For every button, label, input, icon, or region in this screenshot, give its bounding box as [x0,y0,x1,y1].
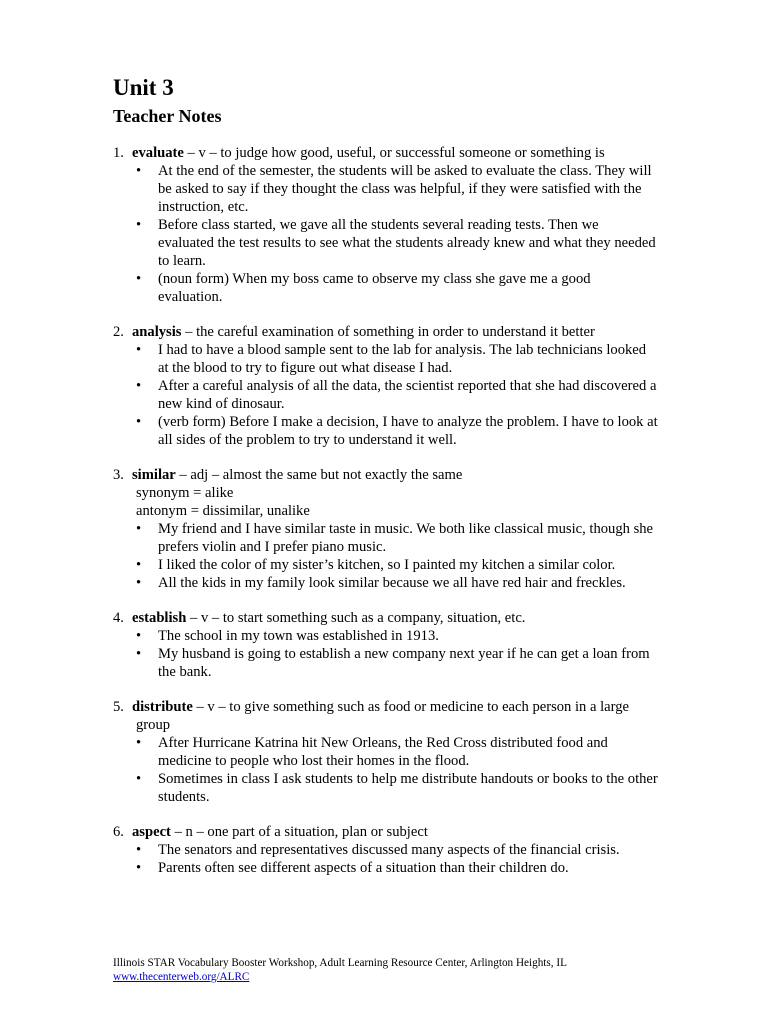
example-sentence: • I had to have a blood sample sent to the lab for analysis. The lab technicians looked at the blood to try to figure out what disease I had. [136,341,658,377]
example-sentence: • After Hurricane Katrina hit New Orleans, the Red Cross distributed food and medicine to people who lost their homes in the flood. [136,734,658,770]
vocab-word: aspect [132,824,171,840]
example-sentence: • Sometimes in class I ask students to help me distribute handouts or books to the other students. [136,770,658,806]
entry-note: antonym = dissimilar, unalike [136,503,310,519]
example-sentence: • After a careful analysis of all the data, the scientist reported that she had discovered a new kind of dinosaur. [136,377,658,413]
vocab-entry [113,466,658,592]
vocab-entry [113,823,658,877]
entry-heading [113,323,658,341]
definition-text: – v – to start something such as a company, situation, etc. [186,610,526,626]
unit-title: Unit 3 [113,75,174,100]
entry-number: 5. [113,699,124,715]
vocab-entry [113,698,658,806]
example-sentence: • The senators and representatives discussed many aspects of the financial crisis. [136,841,658,859]
definition-text: – the careful examination of something in order to understand it better [181,324,595,340]
entry-note: synonym = alike [136,485,234,501]
example-sentence: • The school in my town was established in 1913. [136,627,658,645]
example-list [113,341,658,449]
definition-text: – v – to judge how good, useful, or successful someone or something is [183,145,605,161]
entry-number: 3. [113,467,124,483]
definition-text: – n – one part of a situation, plan or subject [170,824,428,840]
entry-number: 6. [113,824,124,840]
entry-heading [113,466,658,484]
entry-number: 2. [113,324,124,340]
example-sentence: • My friend and I have similar taste in music. We both like classical music, though she prefers violin and I prefer piano music. [136,520,658,556]
footer-link[interactable]: www.thecenterweb.org/ALRC [113,971,250,983]
entry-number: 4. [113,610,124,626]
entry-heading [113,144,658,162]
entry-definition-line [132,323,658,341]
footer [113,956,567,984]
entry-definition-line [132,698,658,716]
example-sentence: • Parents often see different aspects of a situation than their children do. [136,859,658,877]
entry-definition-line [132,823,658,841]
example-sentence: • All the kids in my family look similar because we all have red hair and freckles. [136,574,658,592]
vocab-word: distribute [132,699,193,715]
vocab-word: establish [132,610,187,626]
example-sentence: • I liked the color of my sister’s kitchen, so I painted my kitchen a similar color. [136,556,658,574]
example-sentence: • (noun form) When my boss came to observe my class she gave me a good evaluation. [136,270,658,306]
vocab-word: analysis [132,324,182,340]
definition-text: – v – to give something such as food or medicine to each person in a large [192,699,630,715]
teacher-notes-heading: Teacher Notes [113,106,222,126]
vocab-word: similar [132,467,176,483]
vocab-entry [113,609,658,681]
entry-heading [113,698,658,716]
vocab-word: evaluate [132,145,184,161]
example-list [113,520,658,592]
definition-text: – adj – almost the same but not exactly the same [175,467,463,483]
example-list [113,627,658,681]
example-sentence: • My husband is going to establish a new company next year if he can get a loan from the bank. [136,645,658,681]
entry-number: 1. [113,145,124,161]
example-list [113,734,658,806]
footer-text: Illinois STAR Vocabulary Booster Workshop, Adult Learning Resource Center, Arlington Heights, IL [113,957,567,969]
example-list [113,162,658,306]
example-list [113,841,658,877]
vocab-entry [113,144,658,306]
entry-heading [113,609,658,627]
document-page [113,72,658,894]
example-sentence: • Before class started, we gave all the students several reading tests. Then we evaluated the test results to see what the students already knew and what they needed to learn. [136,216,658,270]
example-sentence: • At the end of the semester, the students will be asked to evaluate the class. They will be asked to say if they thought the class was helpful, if they were satisfied with the instruction, etc. [136,162,658,216]
entry-definition-line [132,466,658,484]
example-sentence: • (verb form) Before I make a decision, I have to analyze the problem. I have to look at all sides of the problem to try to understand it well. [136,413,658,449]
entry-note: group [136,717,171,733]
vocabulary-list [113,144,658,877]
entry-definition-line [132,144,658,162]
vocab-entry [113,323,658,449]
entry-definition-line [132,609,658,627]
entry-heading [113,823,658,841]
